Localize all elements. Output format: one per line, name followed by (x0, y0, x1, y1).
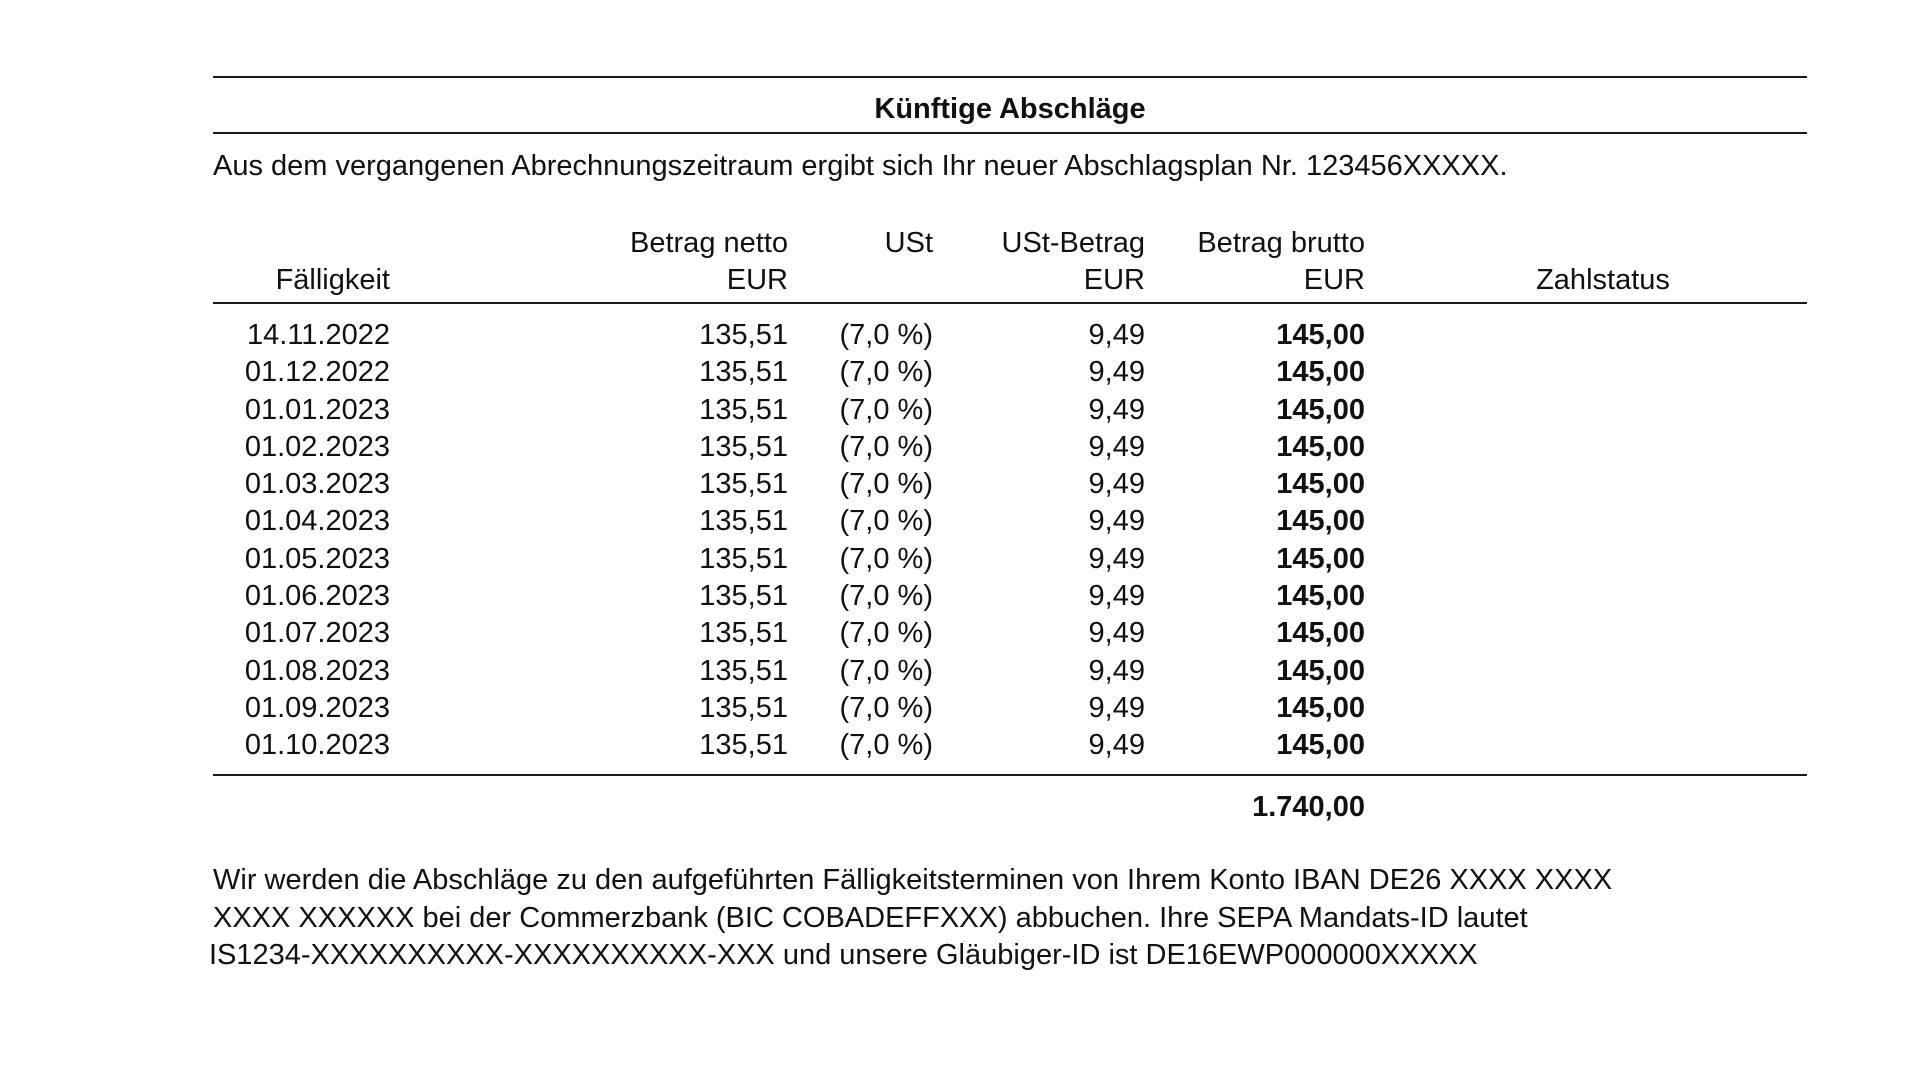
cell-gross-amount: 145,00 (1276, 580, 1365, 613)
header-vat: USt (884, 227, 933, 259)
cell-due-date: 14.11.2022 (247, 319, 390, 351)
cell-vat-rate: (7,0 %) (839, 729, 933, 762)
cell-vat-amount: 9,49 (1088, 468, 1145, 501)
table-row (213, 615, 1807, 652)
cell-gross-amount: 145,00 (1276, 468, 1365, 501)
header-due-date: Fälligkeit (275, 264, 390, 296)
cell-gross-amount: 145,00 (1276, 542, 1365, 575)
cell-net-amount: 135,51 (699, 430, 788, 463)
table-row (213, 466, 1807, 503)
cell-vat-amount: 9,49 (1088, 654, 1145, 687)
cell-gross-amount: 145,00 (1276, 617, 1365, 650)
cell-gross-amount: 145,00 (1276, 654, 1365, 687)
payment-info (209, 862, 1807, 975)
cell-due-date: 01.07.2023 (244, 617, 390, 650)
cell-vat-amount: 9,49 (1088, 691, 1145, 724)
header-gross-line2: EUR (1303, 264, 1365, 296)
cell-due-date: 01.12.2022 (244, 356, 390, 389)
table-row (213, 541, 1807, 578)
cell-gross-amount: 145,00 (1276, 393, 1365, 426)
cell-net-amount: 135,51 (699, 691, 788, 724)
cell-gross-amount: 145,00 (1276, 430, 1365, 463)
cell-vat-amount: 9,49 (1088, 505, 1145, 538)
cell-vat-rate: (7,0 %) (839, 393, 933, 426)
cell-gross-amount: 145,00 (1276, 356, 1365, 389)
cell-due-date: 01.04.2023 (244, 505, 390, 538)
table-row (213, 392, 1807, 429)
total-amount: 1.740,00 (1252, 791, 1365, 823)
cell-vat-rate: (7,0 %) (839, 691, 933, 724)
payment-info-line: Wir werden die Abschläge zu den aufgeführten Fälligkeitsterminen von Ihrem Konto IBAN DE26 XXXX XXXX (213, 864, 1613, 896)
table-body (213, 317, 1807, 765)
total-rule (213, 774, 1807, 776)
cell-net-amount: 135,51 (699, 468, 788, 501)
header-rule (213, 302, 1807, 304)
cell-vat-amount: 9,49 (1088, 356, 1145, 389)
cell-vat-amount: 9,49 (1088, 617, 1145, 650)
cell-net-amount: 135,51 (699, 580, 788, 613)
cell-vat-amount: 9,49 (1088, 430, 1145, 463)
cell-net-amount: 135,51 (699, 617, 788, 650)
header-vat-amount-line2: EUR (1083, 264, 1145, 296)
table-row (213, 354, 1807, 391)
cell-due-date: 01.03.2023 (244, 468, 390, 501)
cell-net-amount: 135,51 (699, 356, 788, 389)
cell-vat-rate: (7,0 %) (839, 580, 933, 613)
intro-text: Aus dem vergangenen Abrechnungszeitraum ergibt sich Ihr neuer Abschlagsplan Nr. 123456XXXXX. (213, 150, 1508, 182)
cell-vat-rate: (7,0 %) (839, 617, 933, 650)
cell-vat-rate: (7,0 %) (839, 654, 933, 687)
cell-net-amount: 135,51 (699, 393, 788, 426)
cell-due-date: 01.06.2023 (244, 580, 390, 613)
header-net-line2: EUR (726, 264, 788, 296)
cell-gross-amount: 145,00 (1276, 505, 1365, 538)
cell-vat-amount: 9,49 (1088, 729, 1145, 762)
cell-net-amount: 135,51 (699, 505, 788, 538)
cell-vat-amount: 9,49 (1088, 319, 1145, 351)
cell-due-date: 01.01.2023 (244, 393, 390, 426)
cell-net-amount: 135,51 (699, 654, 788, 687)
cell-vat-amount: 9,49 (1088, 393, 1145, 426)
title-rule (213, 132, 1807, 134)
cell-vat-rate: (7,0 %) (839, 542, 933, 575)
cell-vat-rate: (7,0 %) (839, 505, 933, 538)
cell-net-amount: 135,51 (699, 542, 788, 575)
table-row (213, 429, 1807, 466)
payment-info-line: IS1234-XXXXXXXXXX-XXXXXXXXXX-XXX und unsere Gläubiger-ID ist DE16EWP000000XXXXX (209, 939, 1478, 971)
cell-net-amount: 135,51 (699, 319, 788, 351)
table-row (213, 690, 1807, 727)
header-status: Zahlstatus (1536, 264, 1670, 296)
cell-net-amount: 135,51 (699, 729, 788, 762)
cell-due-date: 01.08.2023 (244, 654, 390, 687)
cell-vat-rate: (7,0 %) (839, 430, 933, 463)
cell-due-date: 01.02.2023 (244, 430, 390, 463)
header-net-line1: Betrag netto (630, 227, 788, 259)
cell-vat-rate: (7,0 %) (839, 356, 933, 389)
top-rule (213, 76, 1807, 78)
table-row (213, 317, 1807, 354)
payment-info-line: XXXX XXXXXX bei der Commerzbank (BIC COBADEFFXXX) abbuchen. Ihre SEPA Mandats-ID lautet (213, 901, 1528, 934)
table-row (213, 653, 1807, 690)
cell-vat-amount: 9,49 (1088, 542, 1145, 575)
cell-due-date: 01.05.2023 (244, 542, 390, 575)
cell-gross-amount: 145,00 (1276, 691, 1365, 724)
cell-gross-amount: 145,00 (1276, 319, 1365, 351)
cell-gross-amount: 145,00 (1276, 729, 1365, 762)
section-title: Künftige Abschläge (874, 93, 1146, 125)
cell-due-date: 01.09.2023 (244, 691, 390, 724)
cell-vat-amount: 9,49 (1088, 580, 1145, 613)
header-vat-amount-line1: USt-Betrag (1001, 227, 1145, 259)
table-row (213, 578, 1807, 615)
table-row (213, 727, 1807, 764)
header-gross-line1: Betrag brutto (1197, 227, 1365, 259)
cell-vat-rate: (7,0 %) (839, 468, 933, 501)
cell-due-date: 01.10.2023 (244, 729, 390, 762)
table-row (213, 503, 1807, 540)
cell-vat-rate: (7,0 %) (839, 319, 933, 351)
